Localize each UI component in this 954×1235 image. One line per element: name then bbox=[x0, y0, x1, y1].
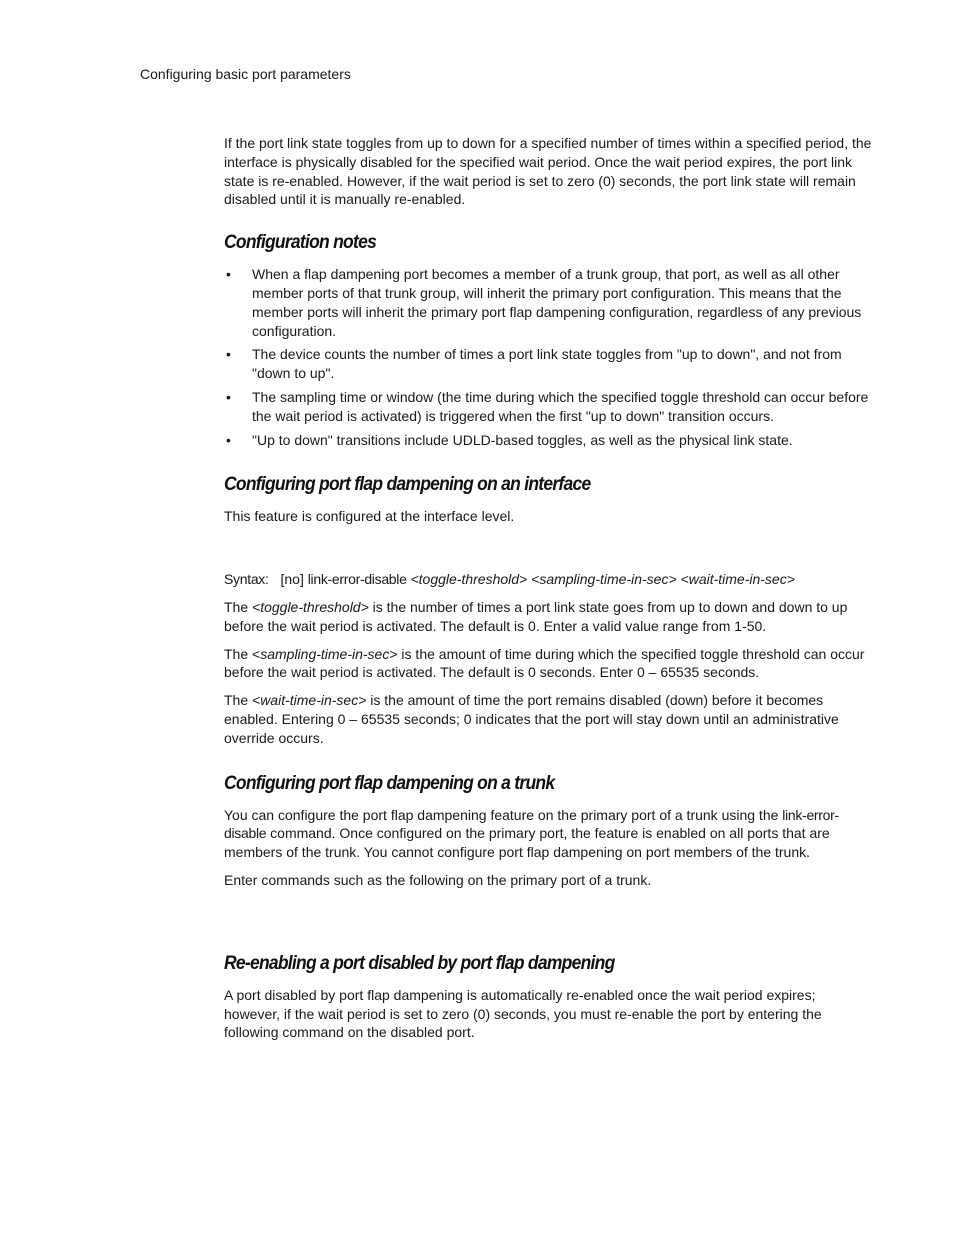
syntax-arg-toggle-threshold: <toggle-threshold> bbox=[410, 571, 528, 588]
section-heading-reenable: Re-enabling a port disabled by port flap dampening bbox=[224, 952, 615, 974]
param-term: <wait-time-in-sec> bbox=[252, 692, 367, 709]
list-item-text: The device counts the number of times a port link state toggles from "up to down", and not from "down to up". bbox=[252, 346, 842, 382]
syntax-command: link-error-disable bbox=[307, 571, 407, 588]
bullet-icon: • bbox=[226, 388, 231, 405]
intro-paragraph: If the port link state toggles from up to down for a specified number of times within a specified period, the interface is physically disabled for the specified wait period. Once the wait period expires, the port link state is re-enabled. However, if the wait period is set to zero (0) seconds, the port link state will remain disabled until it is manually re-enabled. bbox=[224, 135, 872, 208]
param-text: is the number of times a port link state goes from up to down and down to up before the wait period is activated. The default is 0. Enter a valid value range from 1-50. bbox=[224, 598, 848, 634]
page-content bbox=[224, 134, 872, 1051]
bullet-icon: • bbox=[226, 266, 231, 283]
list-item bbox=[224, 265, 872, 340]
section-heading-trunk: Configuring port flap dampening on a trunk bbox=[224, 772, 555, 794]
param-text: is the amount of time the port remains disabled (down) before it becomes enabled. Entering 0 – 65535 seconds; 0 indicates that the port will stay down until an administrative override occurs. bbox=[224, 692, 839, 746]
list-item bbox=[224, 345, 872, 383]
syntax-arg-wait-time: <wait-time-in-sec> bbox=[680, 571, 795, 588]
param-term: sampling-time-in-sec bbox=[260, 645, 390, 662]
param-text: The bbox=[224, 692, 253, 709]
param-text: > is the amount of time during which the specified toggle threshold can occur before the wait period is activated. The default is 0 seconds. Enter 0 – 65535 seconds. bbox=[224, 645, 865, 681]
param-sampling-time bbox=[224, 645, 872, 683]
section-heading-configuration-notes: Configuration notes bbox=[224, 232, 377, 254]
syntax-arg-sampling-time: <sampling-time-in-sec> bbox=[531, 571, 677, 588]
bullet-icon: • bbox=[226, 346, 231, 363]
trunk-enter-commands: Enter commands such as the following on the primary port of a trunk. bbox=[224, 871, 652, 888]
configuration-notes-list bbox=[224, 265, 872, 449]
reenable-paragraph: A port disabled by port flap dampening is automatically re-enabled once the wait period expires; however, if the wait period is set to zero (0) seconds, you must re-enable the port by entering the following command on the disabled port. bbox=[224, 986, 822, 1041]
section-heading-interface: Configuring port flap dampening on an interface bbox=[224, 474, 591, 496]
param-text: The < bbox=[224, 645, 261, 662]
trunk-text: command. Once configured on the primary port, the feature is enabled on all ports that are members of the trunk. You cannot configure port flap dampening on port members of the trunk. bbox=[224, 825, 830, 861]
trunk-text: You can configure the port flap dampening feature on the primary port of a trunk using the bbox=[224, 806, 783, 823]
list-item-text: When a flap dampening port becomes a member of a trunk group, that port, as well as all other member ports of that trunk group, will inherit the primary port configuration. This means that the member ports will inherit the primary port flap dampening configuration, regardless of any previous configuration. bbox=[252, 266, 862, 339]
syntax-label: Syntax: bbox=[224, 571, 269, 588]
list-item bbox=[224, 431, 872, 450]
running-header: Configuring basic port parameters bbox=[140, 66, 351, 82]
param-text: The bbox=[224, 598, 253, 615]
list-item-text: The sampling time or window (the time during which the specified toggle threshold can occur before the wait period is activated) is triggered when the first "up to down" transition occurs. bbox=[252, 388, 869, 424]
bullet-icon: • bbox=[226, 431, 231, 448]
param-term: <toggle-threshold> bbox=[252, 598, 369, 615]
param-toggle-threshold bbox=[224, 598, 872, 636]
list-item-text: "Up to down" transitions include UDLD-based toggles, as well as the physical link state. bbox=[252, 431, 793, 448]
trunk-paragraph bbox=[224, 806, 872, 862]
trunk-command: link-error-disable bbox=[224, 806, 839, 842]
syntax-line bbox=[224, 570, 872, 589]
param-wait-time bbox=[224, 691, 872, 747]
list-item bbox=[224, 388, 872, 426]
interface-intro-paragraph: This feature is configured at the interface level. bbox=[224, 508, 515, 525]
syntax-no-option: [no] bbox=[280, 571, 304, 588]
